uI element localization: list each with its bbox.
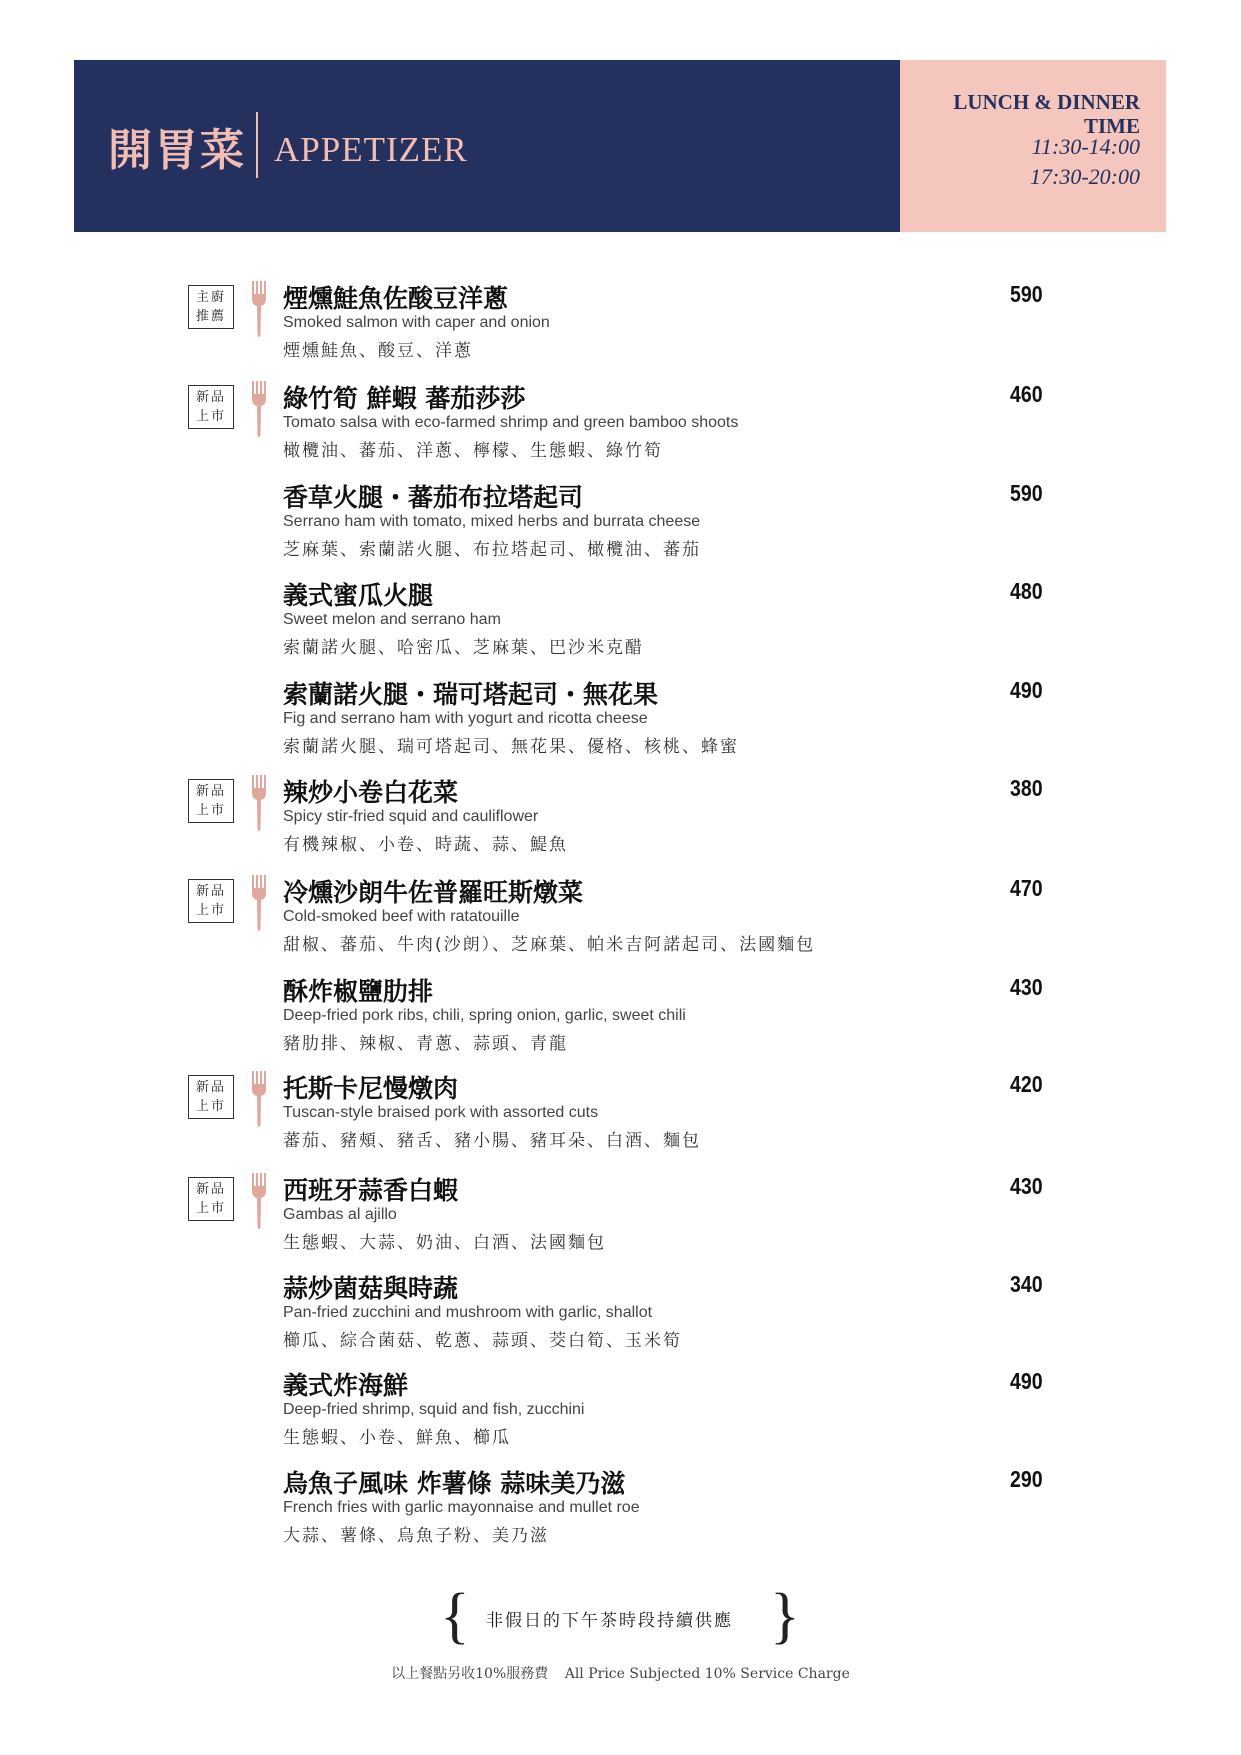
item-ingredients: 櫛瓜、綜合菌菇、乾蔥、蒜頭、茭白筍、玉米筍 (283, 1331, 682, 1351)
fork-icon (251, 875, 267, 933)
menu-item (0, 281, 1241, 377)
service-charge-en: All Price Subjected 10% Service Charge (564, 1666, 850, 1682)
badge-line-1: 新品 (195, 390, 226, 405)
item-name: 香草火腿・蕃茄布拉塔起司 (283, 483, 584, 512)
item-ingredients: 有機辣椒、小卷、時蔬、蒜、鯷魚 (283, 835, 568, 855)
new-item-badge (188, 1075, 234, 1119)
service-charge-footer (0, 1663, 1241, 1683)
menu-header (74, 60, 1166, 232)
new-item-badge (188, 385, 234, 429)
item-english-name: Tomato salsa with eco-farmed shrimp and green bamboo shoots (283, 414, 739, 431)
badge-line-1: 新品 (195, 1080, 226, 1095)
menu-item (0, 677, 1241, 773)
menu-item (0, 1368, 1241, 1464)
menu-item (0, 1271, 1241, 1367)
new-item-badge (188, 779, 234, 823)
badge-line-2: 上市 (195, 903, 226, 918)
item-english-name: Deep-fried shrimp, squid and fish, zucchini (283, 1401, 585, 1418)
menu-item (0, 974, 1241, 1070)
item-price: 430 (1010, 974, 1043, 1000)
right-brace: } (770, 1582, 800, 1650)
item-name: 義式炸海鮮 (283, 1371, 409, 1400)
badge-line-1: 新品 (195, 784, 226, 799)
badge-line-2: 上市 (195, 803, 226, 818)
item-ingredients: 豬肋排、辣椒、青蔥、蒜頭、青龍 (283, 1034, 568, 1054)
item-english-name: French fries with garlic mayonnaise and mullet roe (283, 1499, 640, 1516)
fork-icon (251, 381, 267, 439)
menu-item (0, 1071, 1241, 1167)
left-brace: { (440, 1582, 470, 1650)
item-english-name: Spicy stir-fried squid and cauliflower (283, 808, 539, 825)
item-price: 340 (1010, 1271, 1043, 1297)
time-label-line-2: TIME (1083, 114, 1140, 138)
fork-icon (251, 1173, 267, 1231)
item-price: 430 (1010, 1173, 1043, 1199)
item-price: 420 (1010, 1071, 1043, 1097)
item-price: 490 (1010, 677, 1043, 703)
item-name: 西班牙蒜香白蝦 (283, 1176, 459, 1205)
item-ingredients: 索蘭諾火腿、瑞可塔起司、無花果、優格、核桃、蜂蜜 (283, 737, 739, 757)
menu-item (0, 578, 1241, 674)
item-price: 590 (1010, 281, 1043, 307)
item-price: 490 (1010, 1368, 1043, 1394)
item-price: 460 (1010, 381, 1043, 407)
item-english-name: Cold-smoked beef with ratatouille (283, 908, 520, 925)
item-name: 綠竹筍 鮮蝦 蕃茄莎莎 (283, 384, 526, 413)
menu-item (0, 875, 1241, 971)
fork-icon (251, 775, 267, 833)
badge-line-2: 上市 (195, 1201, 226, 1216)
badge-line-1: 主廚 (195, 290, 226, 305)
item-name: 酥炸椒鹽肋排 (283, 977, 434, 1006)
item-ingredients: 生態蝦、小卷、鮮魚、櫛瓜 (283, 1428, 511, 1448)
menu-item (0, 381, 1241, 477)
item-name: 托斯卡尼慢燉肉 (283, 1074, 459, 1103)
item-ingredients: 生態蝦、大蒜、奶油、白酒、法國麵包 (283, 1233, 606, 1253)
item-english-name: Tuscan-style braised pork with assorted cuts (283, 1104, 599, 1121)
menu-item (0, 1466, 1241, 1562)
item-name: 煙燻鮭魚佐酸豆洋蔥 (283, 284, 509, 313)
badge-line-2: 上市 (195, 409, 226, 424)
item-name: 冷燻沙朗牛佐普羅旺斯燉菜 (283, 878, 584, 907)
badge-line-1: 新品 (195, 1182, 226, 1197)
item-price: 480 (1010, 578, 1043, 604)
menu-item (0, 775, 1241, 871)
item-ingredients: 蕃茄、豬頰、豬舌、豬小腸、豬耳朵、白酒、麵包 (283, 1131, 701, 1151)
item-price: 470 (1010, 875, 1043, 901)
badge-line-1: 新品 (195, 884, 226, 899)
item-ingredients: 煙燻鮭魚、酸豆、洋蔥 (283, 341, 473, 361)
new-item-badge (188, 1177, 234, 1221)
item-name: 索蘭諾火腿・瑞可塔起司・無花果 (283, 680, 659, 709)
section-title-en: APPETIZER (274, 130, 468, 169)
item-name: 義式蜜瓜火腿 (283, 581, 434, 610)
header-time-panel (900, 60, 1166, 232)
menu-item (0, 480, 1241, 576)
time-label (920, 90, 1140, 138)
item-price: 380 (1010, 775, 1043, 801)
item-english-name: Fig and serrano ham with yogurt and ricotta cheese (283, 710, 648, 727)
section-title-zh: 開胃菜 (108, 125, 246, 176)
note-text: 非假日的下午茶時段持續供應 (486, 1611, 733, 1631)
item-english-name: Smoked salmon with caper and onion (283, 314, 550, 331)
new-item-badge (188, 879, 234, 923)
fork-icon (251, 281, 267, 339)
item-english-name: Pan-fried zucchini and mushroom with garlic, shallot (283, 1304, 653, 1321)
item-name: 蒜炒菌菇與時蔬 (283, 1274, 459, 1303)
item-ingredients: 橄欖油、蕃茄、洋蔥、檸檬、生態蝦、綠竹筍 (283, 441, 663, 461)
item-ingredients: 芝麻葉、索蘭諾火腿、布拉塔起司、橄欖油、蕃茄 (283, 540, 701, 560)
item-price: 290 (1010, 1466, 1043, 1492)
lunch-time: 11:30-14:00 (1031, 134, 1140, 159)
item-ingredients: 大蒜、薯條、烏魚子粉、美乃滋 (283, 1526, 549, 1546)
item-name: 烏魚子風味 炸薯條 蒜味美乃滋 (283, 1469, 626, 1498)
time-label-line-1: LUNCH & DINNER (953, 90, 1140, 114)
menu-item (0, 1173, 1241, 1269)
badge-line-2: 推薦 (195, 309, 226, 324)
new-item-badge (188, 285, 234, 329)
item-english-name: Gambas al ajillo (283, 1206, 397, 1223)
item-name: 辣炒小卷白花菜 (283, 778, 459, 807)
fork-icon (251, 1071, 267, 1129)
badge-line-2: 上市 (195, 1099, 226, 1114)
title-divider (256, 112, 258, 178)
item-ingredients: 索蘭諾火腿、哈密瓜、芝麻葉、巴沙米克醋 (283, 638, 644, 658)
item-price: 590 (1010, 480, 1043, 506)
item-english-name: Deep-fried pork ribs, chili, spring onion, garlic, sweet chili (283, 1007, 686, 1024)
header-title-panel (74, 60, 900, 232)
item-english-name: Serrano ham with tomato, mixed herbs and burrata cheese (283, 513, 701, 530)
service-charge-zh: 以上餐點另收10%服務費 (391, 1666, 549, 1682)
item-english-name: Sweet melon and serrano ham (283, 611, 501, 628)
dinner-time: 17:30-20:00 (1030, 164, 1140, 189)
item-ingredients: 甜椒、蕃茄、牛肉(沙朗）、芝麻葉、帕米吉阿諾起司、法國麵包 (283, 935, 816, 955)
